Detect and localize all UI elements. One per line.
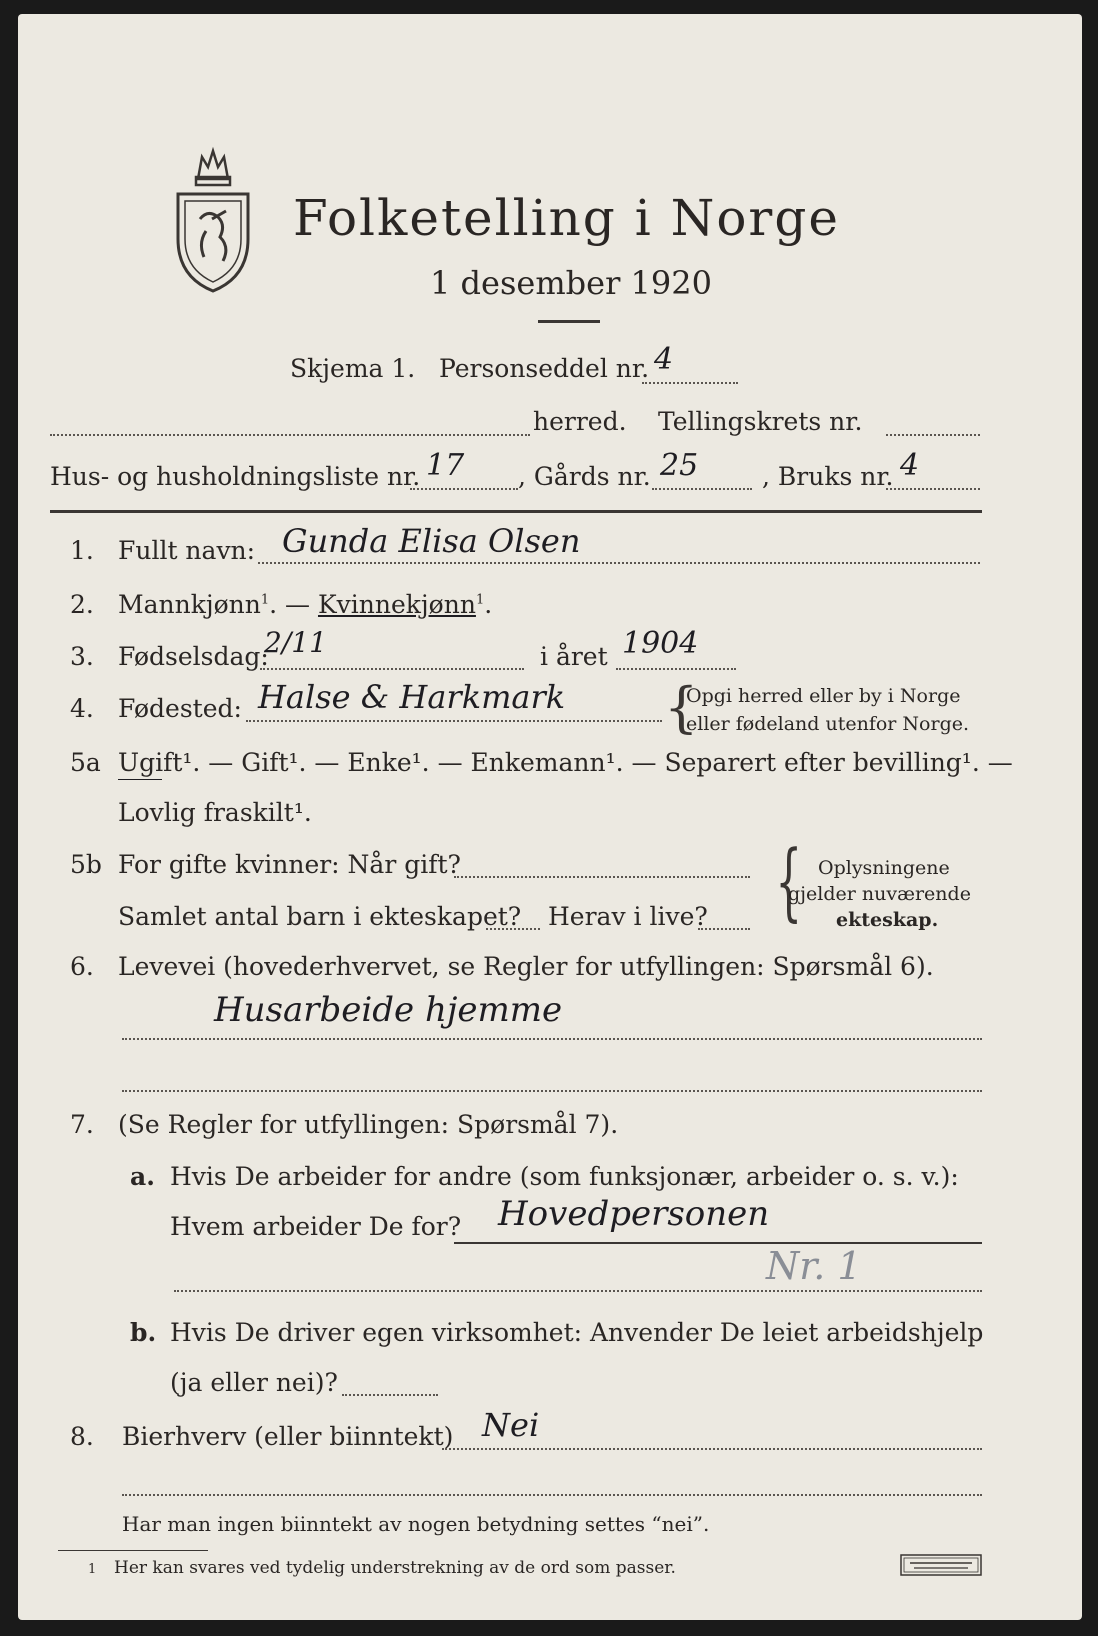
q5b-alive-dots xyxy=(698,928,750,930)
q8-label: Bierhverv (eller biinntekt) xyxy=(122,1422,454,1451)
q2-separator: . — xyxy=(269,590,318,619)
census-date: 1 desember 1920 xyxy=(430,264,712,302)
q7a-letter: a. xyxy=(130,1162,155,1191)
gards-label: , Gårds nr. xyxy=(518,462,651,491)
form-title: Folketelling i Norge xyxy=(293,189,840,247)
q2-end: . xyxy=(484,590,493,619)
q7a-answer-line xyxy=(454,1242,982,1244)
gards-value: 25 xyxy=(660,448,699,483)
hus-dots xyxy=(410,488,518,490)
q5b-note-1: Oplysningene xyxy=(818,857,950,879)
footnote-rule xyxy=(58,1550,208,1551)
q3-label: Fødselsdag: xyxy=(118,642,269,671)
q7a-dots xyxy=(174,1290,982,1292)
q8-dots-1 xyxy=(442,1448,982,1450)
q3-day-dots xyxy=(260,668,524,670)
q4-note-2: eller fødeland utenfor Norge. xyxy=(686,713,970,735)
herred-dots xyxy=(50,434,530,436)
q6-value: Husarbeide hjemme xyxy=(214,990,563,1030)
skjema-label: Skjema 1. xyxy=(290,354,416,383)
q4-value: Halse & Harkmark xyxy=(258,678,566,716)
q3-year-value: 1904 xyxy=(622,626,699,661)
q5a-line2: Lovlig fraskilt¹. xyxy=(118,798,312,827)
q3-value: 2/11 xyxy=(264,626,327,659)
q5a-ugift-underline xyxy=(118,779,162,780)
q1-value: Gunda Elisa Olsen xyxy=(282,522,581,560)
footnote-text: Her kan svares ved tydelig understrekning av de ord som passer. xyxy=(114,1558,676,1578)
q5b-number: 5b xyxy=(70,850,102,879)
personseddel-dots xyxy=(642,382,738,384)
tellingskrets-label: Tellingskrets nr. xyxy=(658,407,863,436)
q4-dots xyxy=(246,720,662,722)
q6-dots-1 xyxy=(122,1038,982,1040)
hus-label: Hus- og husholdningsliste nr. xyxy=(50,462,421,491)
q7b-letter: b. xyxy=(130,1318,157,1347)
q7a-line1: Hvis De arbeider for andre (som funksjonær, arbeider o. s. v.): xyxy=(170,1162,959,1191)
q3-year-dots xyxy=(616,668,736,670)
q6-dots-2 xyxy=(122,1090,982,1092)
q4-label: Fødested: xyxy=(118,694,242,723)
q7a-value: Hovedpersonen xyxy=(498,1194,770,1234)
bruks-dots xyxy=(886,488,980,490)
q1-label: Fullt navn: xyxy=(118,536,256,565)
q5a-line1: Ugift¹. — Gift¹. — Enke¹. — Enkemann¹. — Separert efter bevilling¹. — xyxy=(118,748,1013,777)
q5b-label1: For gifte kvinner: Når gift? xyxy=(118,850,461,879)
herred-label: herred. xyxy=(533,407,627,436)
q5b-label2: Samlet antal barn i ekteskapet? xyxy=(118,902,522,931)
q7a-line2: Hvem arbeider De for? xyxy=(170,1212,462,1241)
title-rule xyxy=(538,320,600,323)
q7-number: 7. xyxy=(70,1110,94,1139)
q7b-dots xyxy=(342,1394,438,1396)
q5b-label3: Herav i live? xyxy=(548,902,708,931)
q5b-note-2: gjelder nuværende xyxy=(788,883,971,905)
q6-number: 6. xyxy=(70,952,94,981)
q2-option-female[interactable]: Kvinnekjønn xyxy=(317,590,476,619)
personseddel-value: 4 xyxy=(654,342,674,377)
q7-label: (Se Regler for utfyllingen: Spørsmål 7). xyxy=(118,1110,619,1139)
q5b-note-3: ekteskap. xyxy=(836,909,939,931)
q3-year-label: i året xyxy=(540,642,608,671)
q4-brace: { xyxy=(664,676,699,739)
q8-value: Nei xyxy=(482,1406,540,1444)
q5b-brace: { xyxy=(775,832,803,930)
footnote-mark: 1 xyxy=(88,1562,97,1577)
q5b-married-dots xyxy=(454,876,750,878)
q7a-extra-note: Nr. 1 xyxy=(766,1244,862,1288)
coat-of-arms-icon xyxy=(168,139,258,294)
q5b-children-dots xyxy=(486,928,540,930)
bruks-label: , Bruks nr. xyxy=(762,462,894,491)
bruks-value: 4 xyxy=(900,448,920,483)
q1-number: 1. xyxy=(70,536,94,565)
census-form-sheet xyxy=(18,14,1082,1620)
nei-note: Har man ingen biinntekt av nogen betydning settes “nei”. xyxy=(122,1512,710,1536)
q8-number: 8. xyxy=(70,1422,94,1451)
personseddel-label: Personseddel nr. xyxy=(439,354,650,383)
q5a-number: 5a xyxy=(70,748,101,777)
tellingskrets-dots xyxy=(886,434,980,436)
q2-number: 2. xyxy=(70,590,94,619)
q7b-line1: Hvis De driver egen virksomhet: Anvender De leiet arbeidshjelp xyxy=(170,1318,984,1347)
q2-option-male[interactable]: Mannkjønn xyxy=(118,590,261,619)
q4-note-1: Opgi herred eller by i Norge xyxy=(686,685,961,707)
header-divider xyxy=(50,510,982,513)
q2-options: Mannkjønn$^1$. — Kvinnekjønn$^1$. xyxy=(118,590,493,619)
hus-value: 17 xyxy=(426,448,465,483)
q3-number: 3. xyxy=(70,642,94,671)
q4-number: 4. xyxy=(70,694,94,723)
q6-label: Levevei (hovederhvervet, se Regler for utfyllingen: Spørsmål 6). xyxy=(118,952,934,981)
printer-stamp-icon xyxy=(900,1554,982,1576)
gards-dots xyxy=(652,488,752,490)
q8-dots-2 xyxy=(122,1494,982,1496)
q1-dots xyxy=(258,562,980,564)
q7b-line2: (ja eller nei)? xyxy=(170,1368,338,1397)
